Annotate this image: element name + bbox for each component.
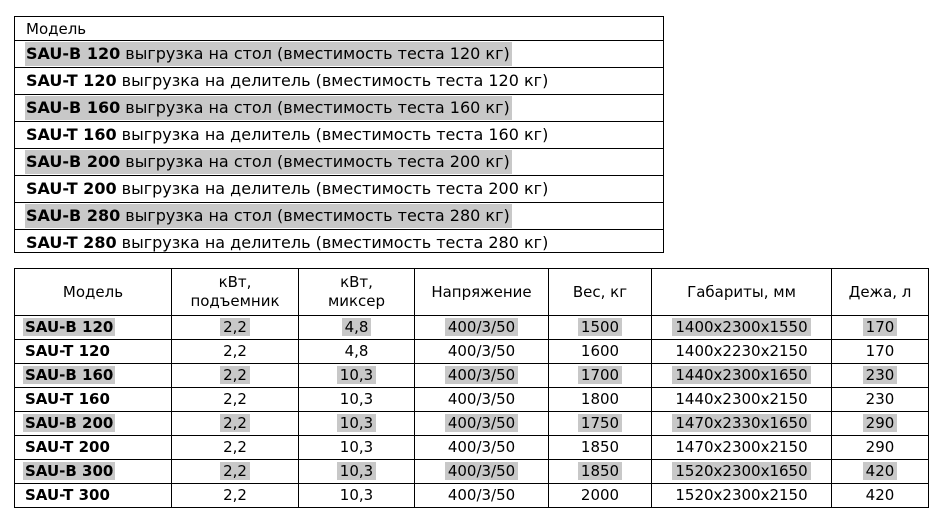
cell-kw-mixer-value: 10,3 xyxy=(337,366,376,384)
table-row xyxy=(15,484,929,508)
cell-kw-lift-value: 2,2 xyxy=(223,438,247,456)
model-list-item-text xyxy=(25,69,550,93)
table-row xyxy=(15,388,929,412)
cell-kw-mixer-value: 10,3 xyxy=(339,390,374,408)
header-kw-mixer-line: кВт, xyxy=(340,273,373,291)
cell-weight-value: 1600 xyxy=(580,342,620,360)
cell-dimensions xyxy=(652,460,832,484)
model-list-item xyxy=(15,149,663,176)
cell-model xyxy=(15,316,172,340)
cell-kw-lift xyxy=(172,460,299,484)
model-description: выгрузка на стол (вместимость теста 160 кг) xyxy=(120,98,510,117)
model-description: выгрузка на делитель (вместимость теста 200 кг) xyxy=(116,179,549,198)
cell-model-value: SAU-T 160 xyxy=(25,390,110,408)
cell-dimensions-value: 1520x2300x2150 xyxy=(675,486,808,504)
cell-kw-mixer-value: 10,3 xyxy=(337,414,376,432)
cell-dimensions-value: 1470x2330x1650 xyxy=(672,414,810,432)
table-row xyxy=(15,412,929,436)
cell-kw-lift-value: 2,2 xyxy=(220,414,250,432)
header-kw-mixer-line: миксер xyxy=(327,292,386,310)
cell-model xyxy=(15,484,172,508)
cell-weight-value: 1700 xyxy=(578,366,622,384)
cell-weight xyxy=(549,388,652,412)
model-list-header-label: Модель xyxy=(26,20,87,38)
cell-weight xyxy=(549,460,652,484)
cell-dimensions xyxy=(652,436,832,460)
cell-voltage-value: 400/3/50 xyxy=(445,462,518,480)
model-code: SAU-T 200 xyxy=(26,179,117,198)
cell-bowl xyxy=(832,484,929,508)
table-row xyxy=(15,364,929,388)
model-list-item-text xyxy=(25,150,512,174)
model-code: SAU-B 280 xyxy=(26,206,121,225)
cell-weight-value: 1500 xyxy=(578,318,622,336)
cell-bowl-value: 170 xyxy=(865,342,895,360)
header-bowl-line: Дежа, л xyxy=(848,282,912,301)
cell-bowl xyxy=(832,364,929,388)
model-code: SAU-B 160 xyxy=(26,98,121,117)
model-list-item xyxy=(15,230,663,253)
cell-kw-mixer xyxy=(299,460,415,484)
header-bowl xyxy=(832,269,929,316)
cell-bowl-value: 420 xyxy=(865,486,895,504)
cell-voltage xyxy=(415,460,549,484)
model-description: выгрузка на делитель (вместимость теста 160 кг) xyxy=(116,125,549,144)
header-kw-lift xyxy=(172,269,299,316)
cell-dimensions xyxy=(652,388,832,412)
cell-model xyxy=(15,388,172,412)
cell-voltage xyxy=(415,316,549,340)
cell-kw-lift-value: 2,2 xyxy=(220,462,250,480)
cell-weight xyxy=(549,484,652,508)
cell-weight-value: 1850 xyxy=(580,438,620,456)
cell-voltage-value: 400/3/50 xyxy=(447,486,516,504)
spec-table xyxy=(14,268,929,508)
header-dimensions xyxy=(652,269,832,316)
cell-kw-mixer-value: 4,8 xyxy=(344,342,369,360)
cell-kw-lift xyxy=(172,340,299,364)
cell-voltage-value: 400/3/50 xyxy=(447,342,516,360)
cell-bowl xyxy=(832,460,929,484)
cell-model-value: SAU-B 200 xyxy=(25,414,114,432)
cell-weight-value: 1750 xyxy=(578,414,622,432)
cell-dimensions-value: 1440x2300x2150 xyxy=(675,390,808,408)
model-list-item-text xyxy=(25,123,550,147)
cell-weight-value: 2000 xyxy=(580,486,620,504)
cell-dimensions xyxy=(652,316,832,340)
model-description: выгрузка на стол (вместимость теста 120 кг) xyxy=(120,44,510,63)
cell-kw-lift xyxy=(172,484,299,508)
cell-model xyxy=(15,460,172,484)
model-list-item-text xyxy=(25,42,512,66)
cell-bowl xyxy=(832,436,929,460)
cell-voltage xyxy=(415,340,549,364)
cell-dimensions-value: 1440x2300x1650 xyxy=(672,366,810,384)
cell-weight-value: 1800 xyxy=(580,390,620,408)
cell-model xyxy=(15,436,172,460)
model-list-item xyxy=(15,68,663,95)
cell-bowl xyxy=(832,388,929,412)
table-row xyxy=(15,340,929,364)
cell-voltage-value: 400/3/50 xyxy=(445,318,518,336)
model-description: выгрузка на стол (вместимость теста 280 кг) xyxy=(120,206,510,225)
model-list-item xyxy=(15,122,663,149)
cell-kw-mixer-value: 4,8 xyxy=(342,318,372,336)
cell-bowl xyxy=(832,412,929,436)
model-code: SAU-T 280 xyxy=(26,233,117,252)
cell-kw-lift-value: 2,2 xyxy=(223,486,247,504)
cell-weight xyxy=(549,364,652,388)
cell-dimensions-value: 1520x2300x1650 xyxy=(672,462,810,480)
cell-bowl-value: 290 xyxy=(865,438,895,456)
model-list-item-text xyxy=(25,96,512,120)
cell-kw-lift xyxy=(172,316,299,340)
model-list-item-text xyxy=(25,177,550,201)
cell-kw-lift-value: 2,2 xyxy=(223,342,247,360)
cell-dimensions xyxy=(652,484,832,508)
cell-weight xyxy=(549,436,652,460)
cell-kw-mixer xyxy=(299,340,415,364)
cell-kw-lift xyxy=(172,388,299,412)
cell-weight xyxy=(549,412,652,436)
cell-kw-mixer xyxy=(299,484,415,508)
table-row xyxy=(15,316,929,340)
cell-kw-lift xyxy=(172,364,299,388)
model-description: выгрузка на стол (вместимость теста 200 кг) xyxy=(120,152,510,171)
cell-model xyxy=(15,364,172,388)
cell-weight-value: 1850 xyxy=(578,462,622,480)
cell-model-value: SAU-B 120 xyxy=(25,318,114,336)
cell-kw-mixer xyxy=(299,412,415,436)
cell-kw-lift xyxy=(172,412,299,436)
model-description: выгрузка на делитель (вместимость теста 120 кг) xyxy=(116,71,549,90)
cell-voltage-value: 400/3/50 xyxy=(447,390,516,408)
cell-voltage xyxy=(415,436,549,460)
cell-kw-lift-value: 2,2 xyxy=(220,318,250,336)
model-description: выгрузка на делитель (вместимость теста 280 кг) xyxy=(116,233,549,252)
model-code: SAU-B 120 xyxy=(26,44,121,63)
cell-bowl xyxy=(832,316,929,340)
cell-weight xyxy=(549,316,652,340)
cell-model xyxy=(15,340,172,364)
cell-voltage-value: 400/3/50 xyxy=(445,414,518,432)
cell-bowl-value: 290 xyxy=(863,414,898,432)
cell-voltage xyxy=(415,388,549,412)
cell-voltage-value: 400/3/50 xyxy=(447,438,516,456)
cell-model-value: SAU-T 200 xyxy=(25,438,110,456)
header-voltage xyxy=(415,269,549,316)
cell-kw-mixer xyxy=(299,364,415,388)
cell-dimensions-value: 1400x2300x1550 xyxy=(672,318,810,336)
header-weight xyxy=(549,269,652,316)
cell-kw-mixer-value: 10,3 xyxy=(339,438,374,456)
cell-dimensions-value: 1470x2300x2150 xyxy=(675,438,808,456)
cell-model-value: SAU-B 300 xyxy=(25,462,114,480)
cell-voltage xyxy=(415,364,549,388)
cell-model-value: SAU-B 160 xyxy=(25,366,114,384)
cell-model xyxy=(15,412,172,436)
cell-dimensions xyxy=(652,340,832,364)
cell-kw-mixer-value: 10,3 xyxy=(337,462,376,480)
model-list-item xyxy=(15,203,663,230)
cell-weight xyxy=(549,340,652,364)
cell-kw-lift xyxy=(172,436,299,460)
cell-voltage xyxy=(415,484,549,508)
header-model xyxy=(15,269,172,316)
spec-table-header-row xyxy=(15,269,929,316)
model-list-item-text xyxy=(25,231,550,255)
header-kw-mixer xyxy=(299,269,415,316)
cell-kw-lift-value: 2,2 xyxy=(220,366,250,384)
cell-dimensions-value: 1400x2230x2150 xyxy=(675,342,808,360)
cell-bowl-value: 230 xyxy=(865,390,895,408)
table-row xyxy=(15,436,929,460)
cell-kw-mixer-value: 10,3 xyxy=(339,486,374,504)
model-list-header xyxy=(15,17,663,41)
model-code: SAU-T 160 xyxy=(26,125,117,144)
cell-model-value: SAU-T 300 xyxy=(25,486,110,504)
header-kw-lift-line: кВт, xyxy=(218,273,252,291)
cell-voltage-value: 400/3/50 xyxy=(445,366,518,384)
cell-kw-mixer xyxy=(299,316,415,340)
model-list-item-text xyxy=(25,204,512,228)
header-voltage-line: Напряжение xyxy=(431,282,532,301)
cell-kw-mixer xyxy=(299,388,415,412)
cell-dimensions xyxy=(652,412,832,436)
header-model-line: Модель xyxy=(62,282,124,301)
model-code: SAU-B 200 xyxy=(26,152,121,171)
cell-kw-mixer xyxy=(299,436,415,460)
cell-bowl-value: 230 xyxy=(863,366,898,384)
table-row xyxy=(15,460,929,484)
header-kw-lift-line: подъемник xyxy=(190,292,280,310)
model-list-item xyxy=(15,176,663,203)
header-dimensions-line: Габариты, мм xyxy=(687,282,796,301)
cell-voltage xyxy=(415,412,549,436)
cell-model-value: SAU-T 120 xyxy=(25,342,110,360)
model-list xyxy=(14,16,664,253)
model-list-item xyxy=(15,41,663,68)
model-list-item xyxy=(15,95,663,122)
cell-bowl-value: 170 xyxy=(863,318,898,336)
header-weight-line: Вес, кг xyxy=(572,282,628,301)
cell-bowl-value: 420 xyxy=(863,462,898,480)
cell-kw-lift-value: 2,2 xyxy=(223,390,247,408)
cell-dimensions xyxy=(652,364,832,388)
model-code: SAU-T 120 xyxy=(26,71,117,90)
cell-bowl xyxy=(832,340,929,364)
